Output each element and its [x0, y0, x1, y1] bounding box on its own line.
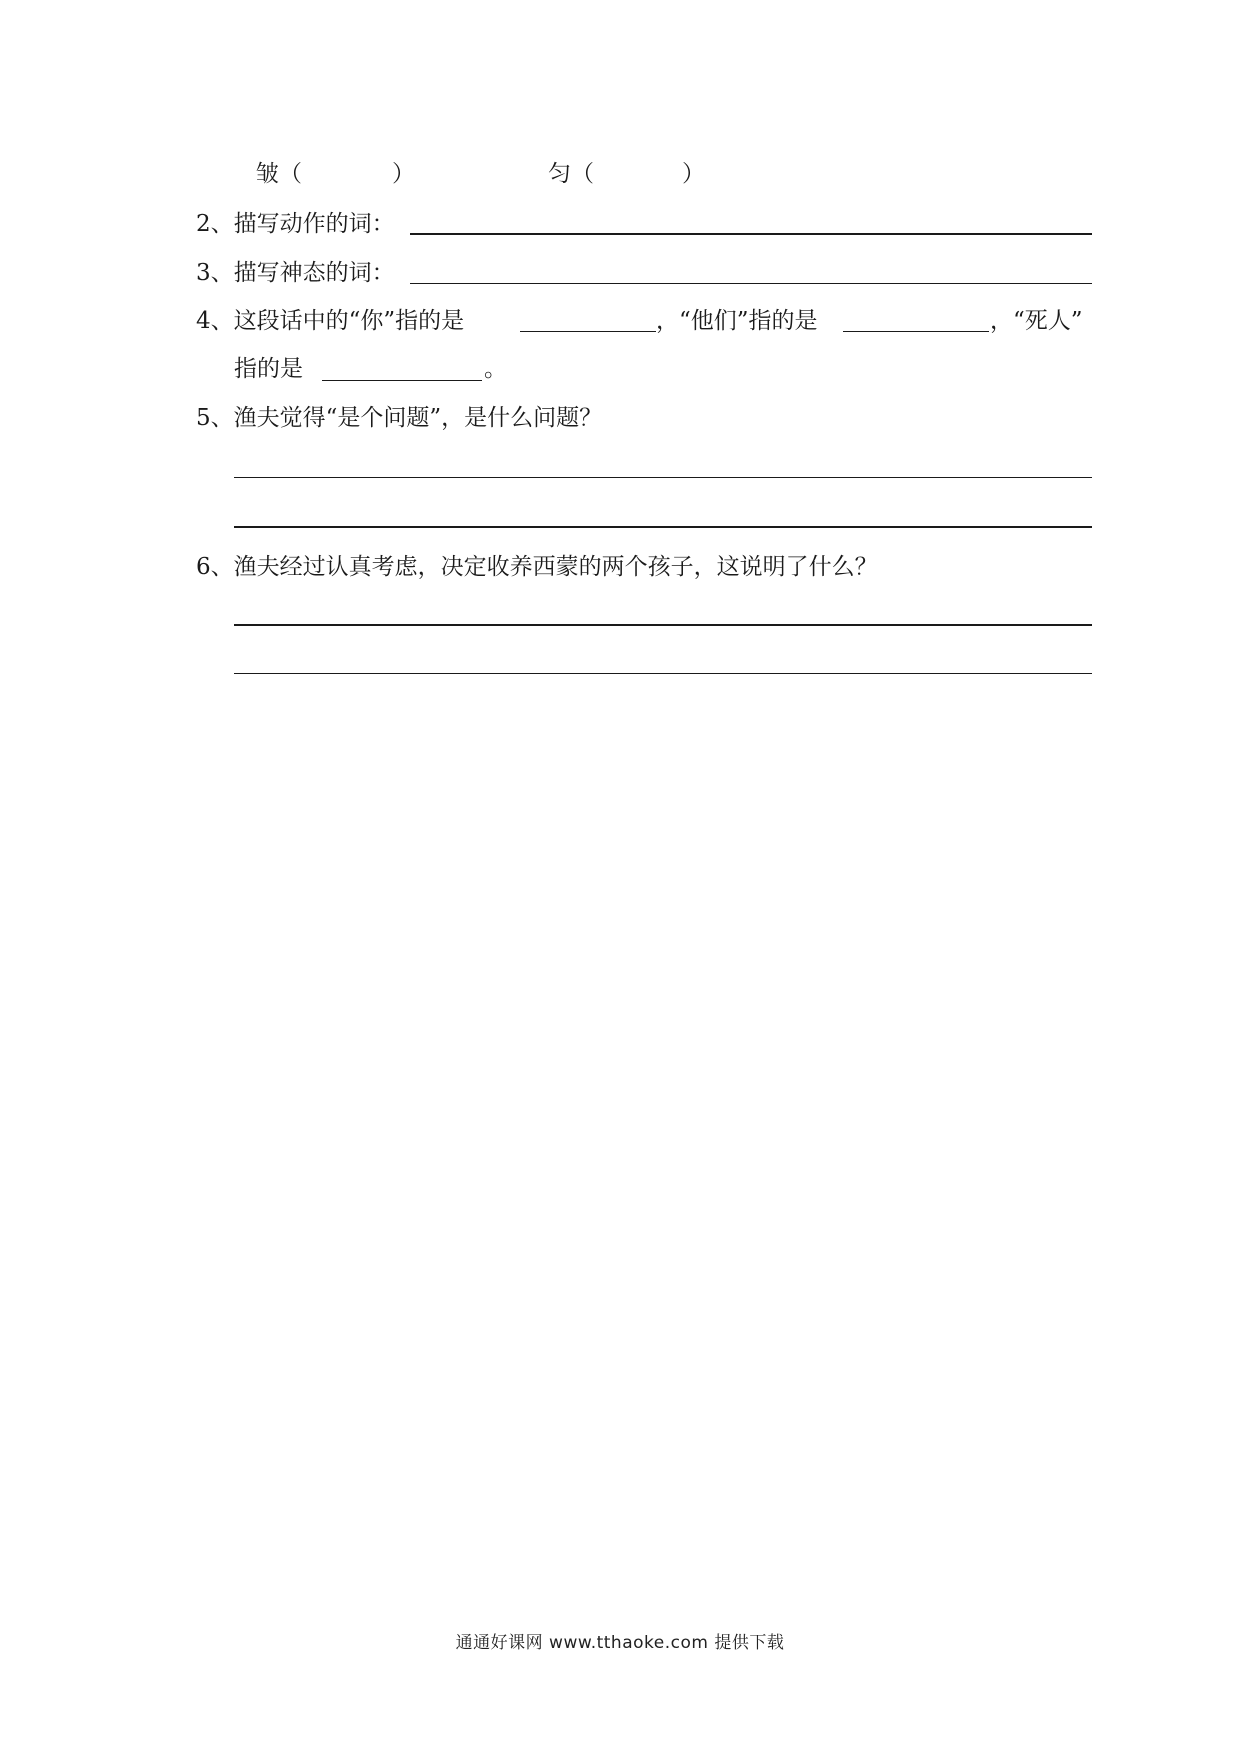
- q4-blank-they[interactable]: [843, 331, 989, 332]
- footer-credit: 通通好课网 www.tthaoke.com 提供下载: [455, 1633, 785, 1653]
- q5-answer-line-1[interactable]: [234, 477, 1092, 478]
- q2-answer-line[interactable]: [410, 233, 1092, 235]
- q1-close-a: ）: [392, 161, 415, 187]
- q5-label: 5、渔夫觉得“是个问题”，是什么问题？: [196, 405, 603, 431]
- q6-label: 6、渔夫经过认真考虑，决定收养西蒙的两个孩子，这说明了什么？: [196, 554, 878, 580]
- q2-label: 2、描写动作的词：: [196, 211, 395, 237]
- q1-char-b: 匀（: [548, 161, 594, 187]
- q4-part2: ，“他们”指的是: [656, 308, 818, 334]
- q4-part1: 4、这段话中的“你”指的是: [196, 308, 465, 334]
- q4-part4: 指的是: [234, 356, 303, 382]
- q5-answer-line-2[interactable]: [234, 526, 1092, 528]
- q3-label: 3、描写神态的词：: [196, 260, 395, 286]
- q4-blank-you[interactable]: [520, 331, 656, 332]
- q6-answer-line-2[interactable]: [234, 673, 1092, 674]
- q4-blank-dead[interactable]: [322, 380, 482, 381]
- q4-part5: 。: [484, 356, 507, 382]
- q1-close-b: ）: [682, 161, 705, 187]
- q1-char-a: 皱（: [256, 161, 302, 187]
- q4-part3: ，“死人”: [990, 308, 1083, 334]
- q3-answer-line[interactable]: [410, 283, 1092, 284]
- q6-answer-line-1[interactable]: [234, 624, 1092, 626]
